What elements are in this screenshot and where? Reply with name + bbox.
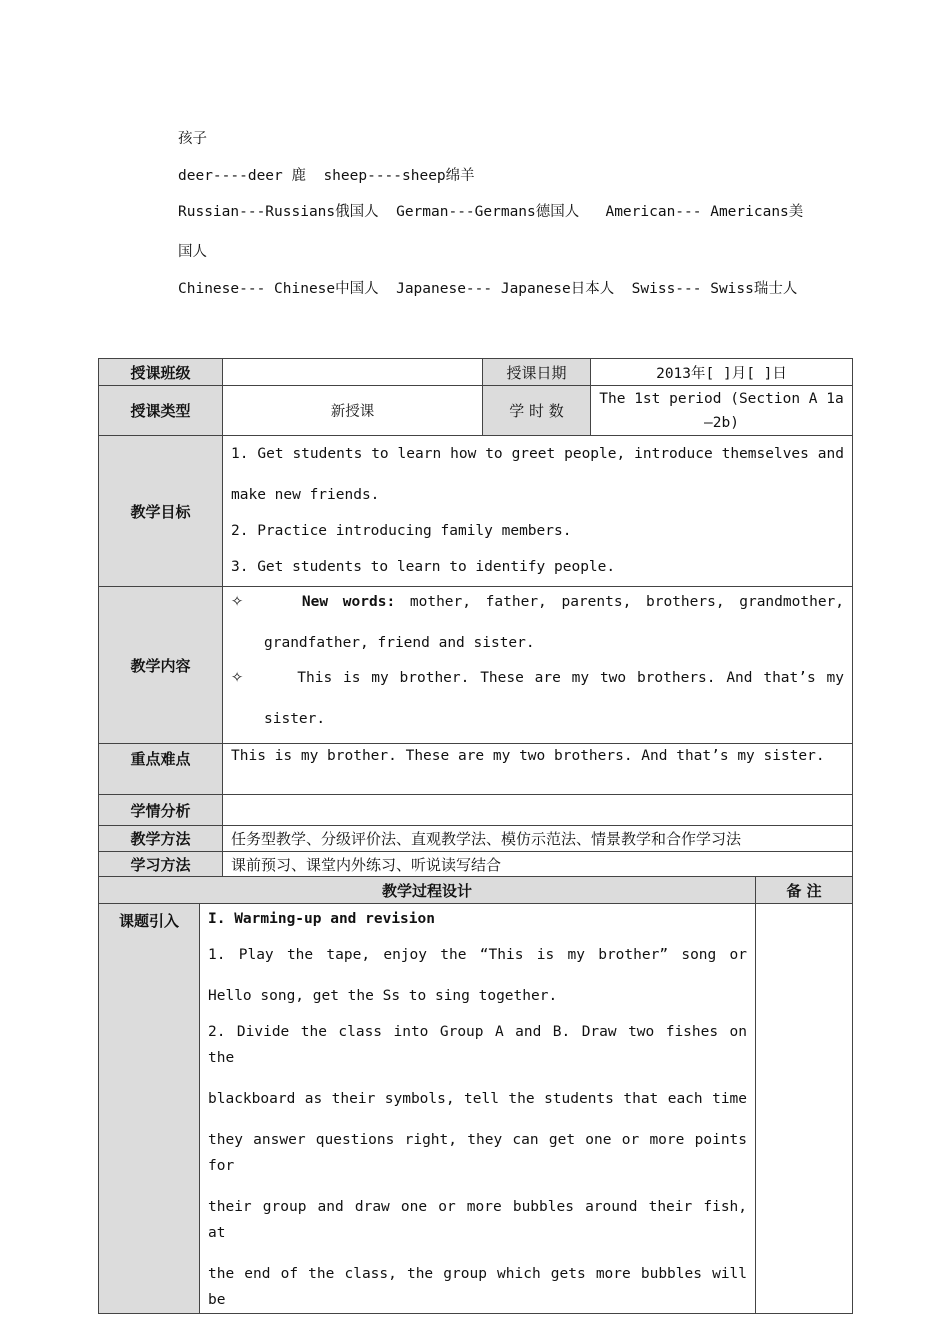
goal-line-2: make new friends.	[231, 487, 380, 503]
content-new-words-line-2: grandfather, friend and sister.	[264, 635, 535, 651]
class-label: 授课班级	[99, 359, 223, 386]
method-label: 教学方法	[99, 826, 223, 852]
analysis-label: 学情分析	[99, 795, 223, 826]
intro-line-4: 国人	[178, 244, 207, 260]
date-label: 授课日期	[483, 359, 591, 386]
new-words-list: mother, father, parents, brothers, grandmother,	[395, 594, 845, 610]
content-label: 教学内容	[99, 587, 223, 744]
teaching-process-table	[98, 876, 853, 1314]
section-title: I. Warming-up and revision	[208, 911, 435, 927]
goal-line-4: 3. Get students to learn to identify people.	[231, 559, 616, 575]
date-value: 2013年[ ]月[ ]日	[591, 359, 853, 386]
type-label: 授课类型	[99, 386, 223, 436]
analysis-value	[223, 795, 853, 826]
process-line-5: they answer questions right, they can get one or more points for	[208, 1132, 748, 1174]
key-value: This is my brother. These are my two brothers. And that’s my sister.	[223, 744, 853, 795]
process-line-3: 2. Divide the class into Group A and B. Draw two fishes on the	[208, 1024, 748, 1066]
intro-label: 课题引入	[99, 904, 200, 1314]
intro-line-3: Russian---Russians俄国人 German---Germans德国人 American--- Americans美	[178, 204, 804, 220]
notes-header: 备 注	[756, 877, 853, 904]
hours-value	[591, 386, 853, 436]
bullet-icon: ✧	[231, 594, 244, 610]
process-line-6: their group and draw one or more bubbles around their fish, at	[208, 1199, 748, 1241]
hours-value-line-2: —2b)	[704, 414, 739, 431]
goals-cell	[223, 436, 853, 587]
new-words-label: New words:	[301, 594, 396, 610]
goal-line-3: 2. Practice introducing family members.	[231, 523, 572, 539]
class-value	[223, 359, 483, 386]
process-line-1: 1. Play the tape, enjoy the “This is my brother” song or	[208, 947, 748, 963]
content-sentence-text: This is my brother. These are my two brothers. And that’s my	[297, 670, 844, 686]
intro-line-1: 孩子	[178, 131, 207, 147]
content-sentence-line-2: sister.	[264, 711, 326, 727]
content-sentence-line	[231, 665, 844, 691]
process-line-2: Hello song, get the Ss to sing together.	[208, 988, 558, 1004]
intro-line-2: deer----deer 鹿 sheep----sheep绵羊	[178, 168, 475, 184]
intro-line-5: Chinese--- Chinese中国人 Japanese--- Japanese日本人 Swiss--- Swiss瑞士人	[178, 281, 798, 297]
lesson-info-table	[98, 358, 853, 877]
content-new-words-line	[231, 589, 844, 615]
study-label: 学习方法	[99, 852, 223, 877]
method-value: 任务型教学、分级评价法、直观教学法、模仿示范法、情景教学和合作学习法	[223, 826, 853, 852]
type-value: 新授课	[223, 386, 483, 436]
process-content	[200, 904, 756, 1314]
process-header: 教学过程设计	[99, 877, 756, 904]
process-line-4: blackboard as their symbols, tell the students that each time	[208, 1091, 748, 1107]
hours-value-line-1: The 1st period (Section A 1a	[599, 390, 844, 407]
hours-label: 学 时 数	[483, 386, 591, 436]
content-cell	[223, 587, 853, 744]
goals-label: 教学目标	[99, 436, 223, 587]
notes-cell	[756, 904, 853, 1314]
study-value: 课前预习、课堂内外练习、听说读写结合	[223, 852, 853, 877]
key-label: 重点难点	[99, 744, 223, 795]
goal-line-1: 1. Get students to learn how to greet people, introduce themselves and	[231, 446, 844, 462]
process-line-7: the end of the class, the group which gets more bubbles will be	[208, 1266, 748, 1308]
bullet-icon: ✧	[231, 670, 244, 686]
